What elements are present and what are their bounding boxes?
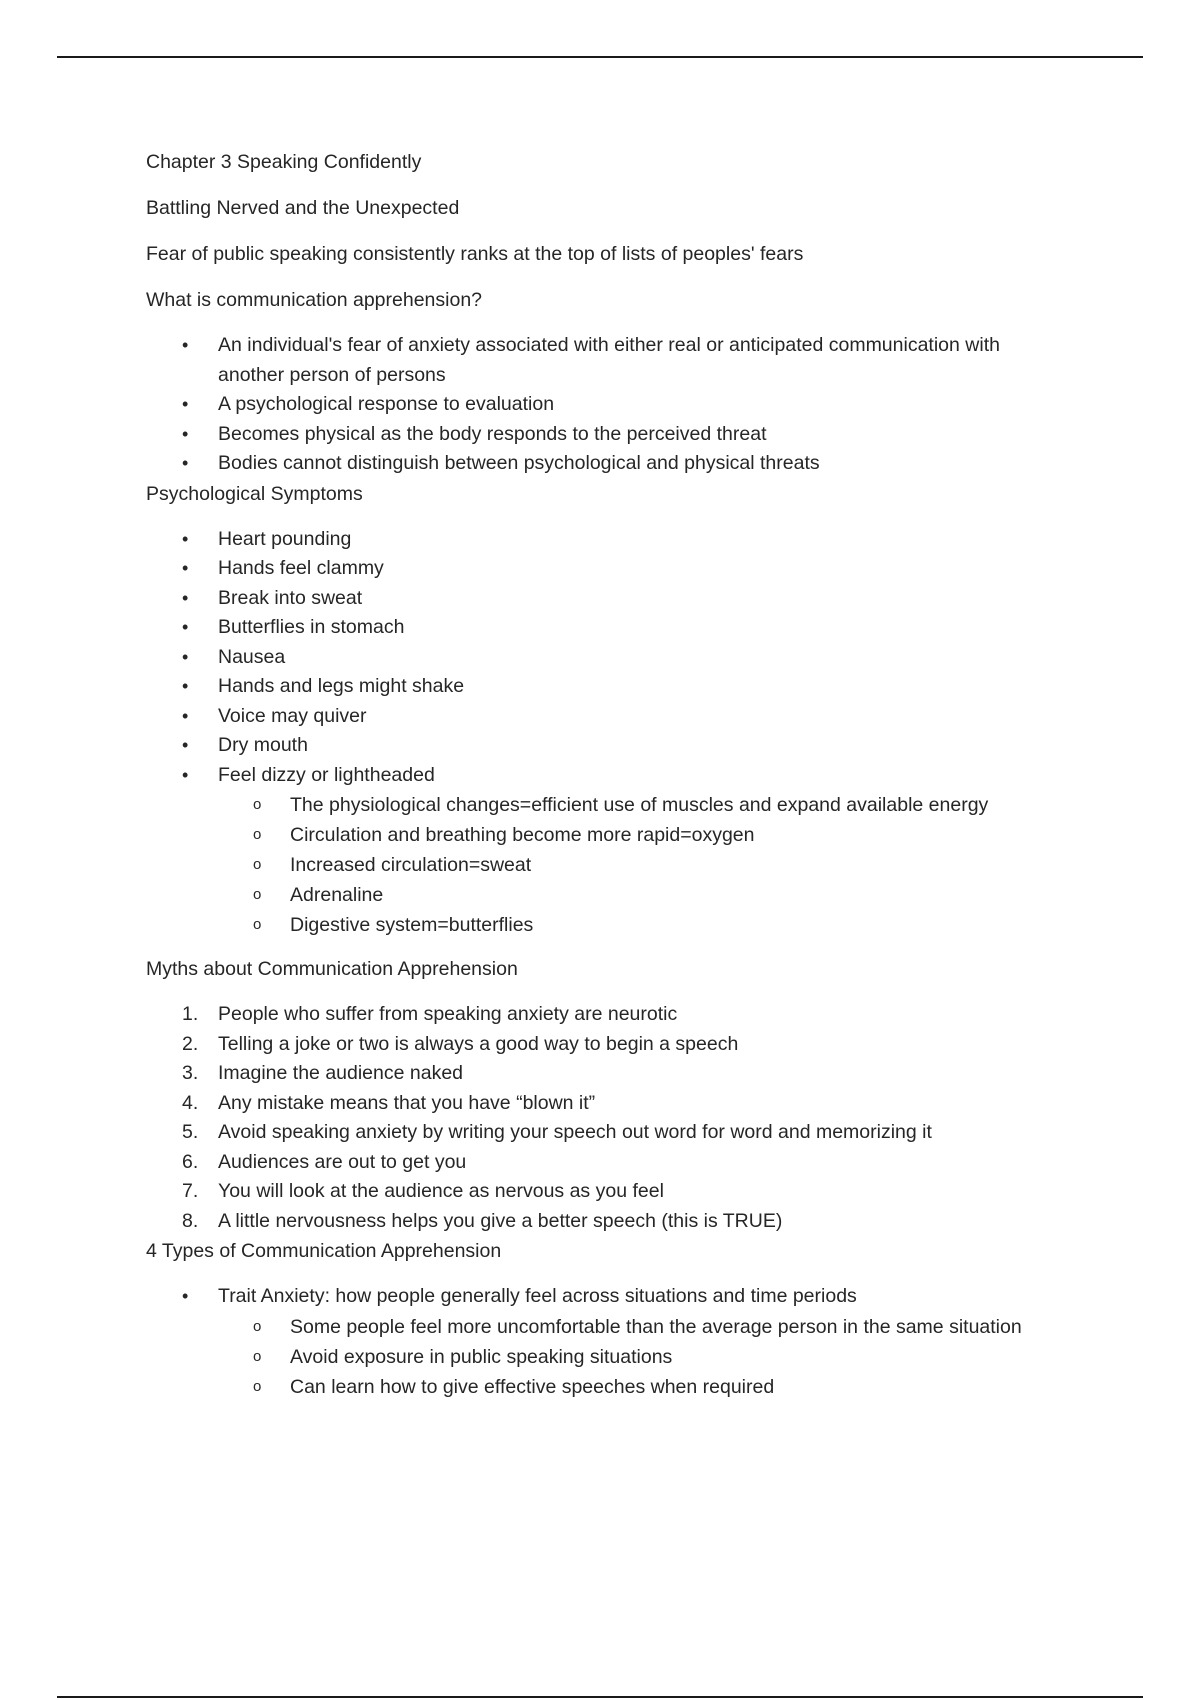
numbered-item-text: A little nervousness helps you give a better speech (this is TRUE) [218,1209,783,1232]
list-item [146,672,1106,702]
numbered-item [146,1089,1106,1119]
numbered-item-text: Telling a joke or two is always a good way to begin a speech [218,1032,739,1055]
circle-marker: o [253,796,262,813]
item-number: 4. [182,1091,199,1114]
circle-marker: o [253,916,262,933]
bullet-marker: • [182,617,189,637]
top-divider [57,56,1143,58]
item-number: 1. [182,1003,199,1025]
list-item-text: Butterflies in stomach [218,616,405,638]
item-number: 6. [182,1150,199,1173]
numbered-item [146,1207,1106,1237]
sub-list-item-text: Can learn how to give effective speeches when required [290,1375,775,1398]
list-item [146,525,1106,555]
bullet-marker: • [182,735,189,755]
bullet-marker: • [182,453,189,473]
list-item [146,420,1106,450]
numbered-item-text: You will look at the audience as nervous as you feel [218,1180,664,1202]
sub-list-item [218,910,1106,940]
chapter-title: Chapter 3 Speaking Confidently [146,151,422,173]
circle-marker: o [253,1317,262,1335]
symptoms-subpoints [218,790,1106,940]
sub-list-item [218,850,1106,880]
sub-list-item-text: Circulation and breathing become more rapid=oxygen [290,824,755,846]
list-item-text: Nausea [218,645,286,668]
sub-list-item-text: Avoid exposure in public speaking situations [290,1345,673,1368]
bullet-marker: • [182,676,189,696]
item-number: 7. [182,1180,199,1202]
bullet-marker: • [182,646,189,667]
circle-marker: o [253,856,262,873]
list-item [146,331,1106,390]
list-item-text: Hands and legs might shake [218,675,465,697]
apprehension-question: What is communication apprehension? [146,289,483,311]
sub-list-item [218,1342,1106,1372]
bullet-marker: • [182,423,189,444]
list-item [146,613,1106,643]
list-item-text: Heart pounding [218,527,352,550]
list-item-text: A psychological response to evaluation [218,393,555,415]
list-item-text: Becomes physical as the body responds to the perceived threat [218,422,767,445]
list-item [146,761,1106,791]
bullet-marker: • [182,394,189,414]
fear-statement: Fear of public speaking consistently ranks at the top of lists of peoples' fears [146,243,804,265]
list-item-text: Trait Anxiety: how people generally feel across situations and time periods [218,1285,857,1307]
symptoms-list [146,525,1106,791]
list-item [146,584,1106,614]
numbered-item [146,1059,1106,1089]
types-title: 4 Types of Communication Apprehension [146,1240,502,1262]
list-item-text: Feel dizzy or lightheaded [218,763,435,786]
list-item [146,390,1106,420]
sub-list-item-text: Adrenaline [290,884,384,906]
sub-list-item-text: The physiological changes=efficient use of muscles and expand available energy [290,794,989,816]
types-list [146,1282,1106,1312]
numbered-item [146,1000,1106,1030]
sub-list-item [218,880,1106,910]
circle-marker: o [253,1377,262,1395]
list-item-continuation: another person of persons [218,363,446,386]
circle-marker: o [253,886,262,903]
bullet-marker: • [182,335,189,355]
list-item [146,449,1106,479]
sub-list-item [218,1312,1106,1342]
sub-list-item-text: Some people feel more uncomfortable than the average person in the same situation [290,1315,1022,1338]
bullet-marker: • [182,528,189,549]
numbered-item [146,1030,1106,1060]
bullet-marker: • [182,558,189,578]
item-number: 2. [182,1032,199,1055]
list-item-text: Break into sweat [218,586,363,609]
item-number: 5. [182,1121,199,1143]
numbered-item [146,1118,1106,1148]
list-item [146,731,1106,761]
numbered-item-text: Imagine the audience naked [218,1062,464,1084]
bullet-marker: • [182,587,189,608]
circle-marker: o [253,826,262,843]
circle-marker: o [253,1347,262,1365]
myths-title: Myths about Communication Apprehension [146,958,518,980]
bullet-marker: • [182,1286,189,1306]
sub-list-item [218,1372,1106,1402]
list-item [146,554,1106,584]
trait-subpoints [218,1312,1106,1402]
apprehension-list [146,331,1106,479]
list-item-text: Voice may quiver [218,704,367,727]
list-item [146,702,1106,732]
list-item-text: Bodies cannot distinguish between psychological and physical threats [218,452,820,474]
bottom-divider [57,1696,1143,1698]
numbered-item-text: People who suffer from speaking anxiety are neurotic [218,1003,678,1025]
sub-list [218,790,1106,940]
document-body [146,147,1106,1402]
item-number: 8. [182,1209,199,1232]
sub-list [218,1312,1106,1402]
numbered-item-text: Avoid speaking anxiety by writing your speech out word for word and memorizing it [218,1121,932,1143]
item-number: 3. [182,1062,199,1084]
section-subtitle: Battling Nerved and the Unexpected [146,197,460,219]
bullet-marker: • [182,705,189,726]
sub-list-item [218,820,1106,850]
list-item-text: Hands feel clammy [218,557,384,579]
myths-list [146,1000,1106,1236]
numbered-item [146,1177,1106,1207]
list-item-text: Dry mouth [218,734,308,756]
list-item [146,643,1106,673]
numbered-item-text: Any mistake means that you have “blown it” [218,1091,596,1114]
bullet-marker: • [182,764,189,785]
sub-list-item [218,790,1106,820]
numbered-item [146,1148,1106,1178]
list-item [146,1282,1106,1312]
numbered-item-text: Audiences are out to get you [218,1150,467,1173]
list-item-text: An individual's fear of anxiety associated with either real or anticipated communication with [218,334,1000,356]
sub-list-item-text: Digestive system=butterflies [290,914,534,936]
psychological-symptoms-title: Psychological Symptoms [146,482,363,505]
sub-list-item-text: Increased circulation=sweat [290,854,532,876]
